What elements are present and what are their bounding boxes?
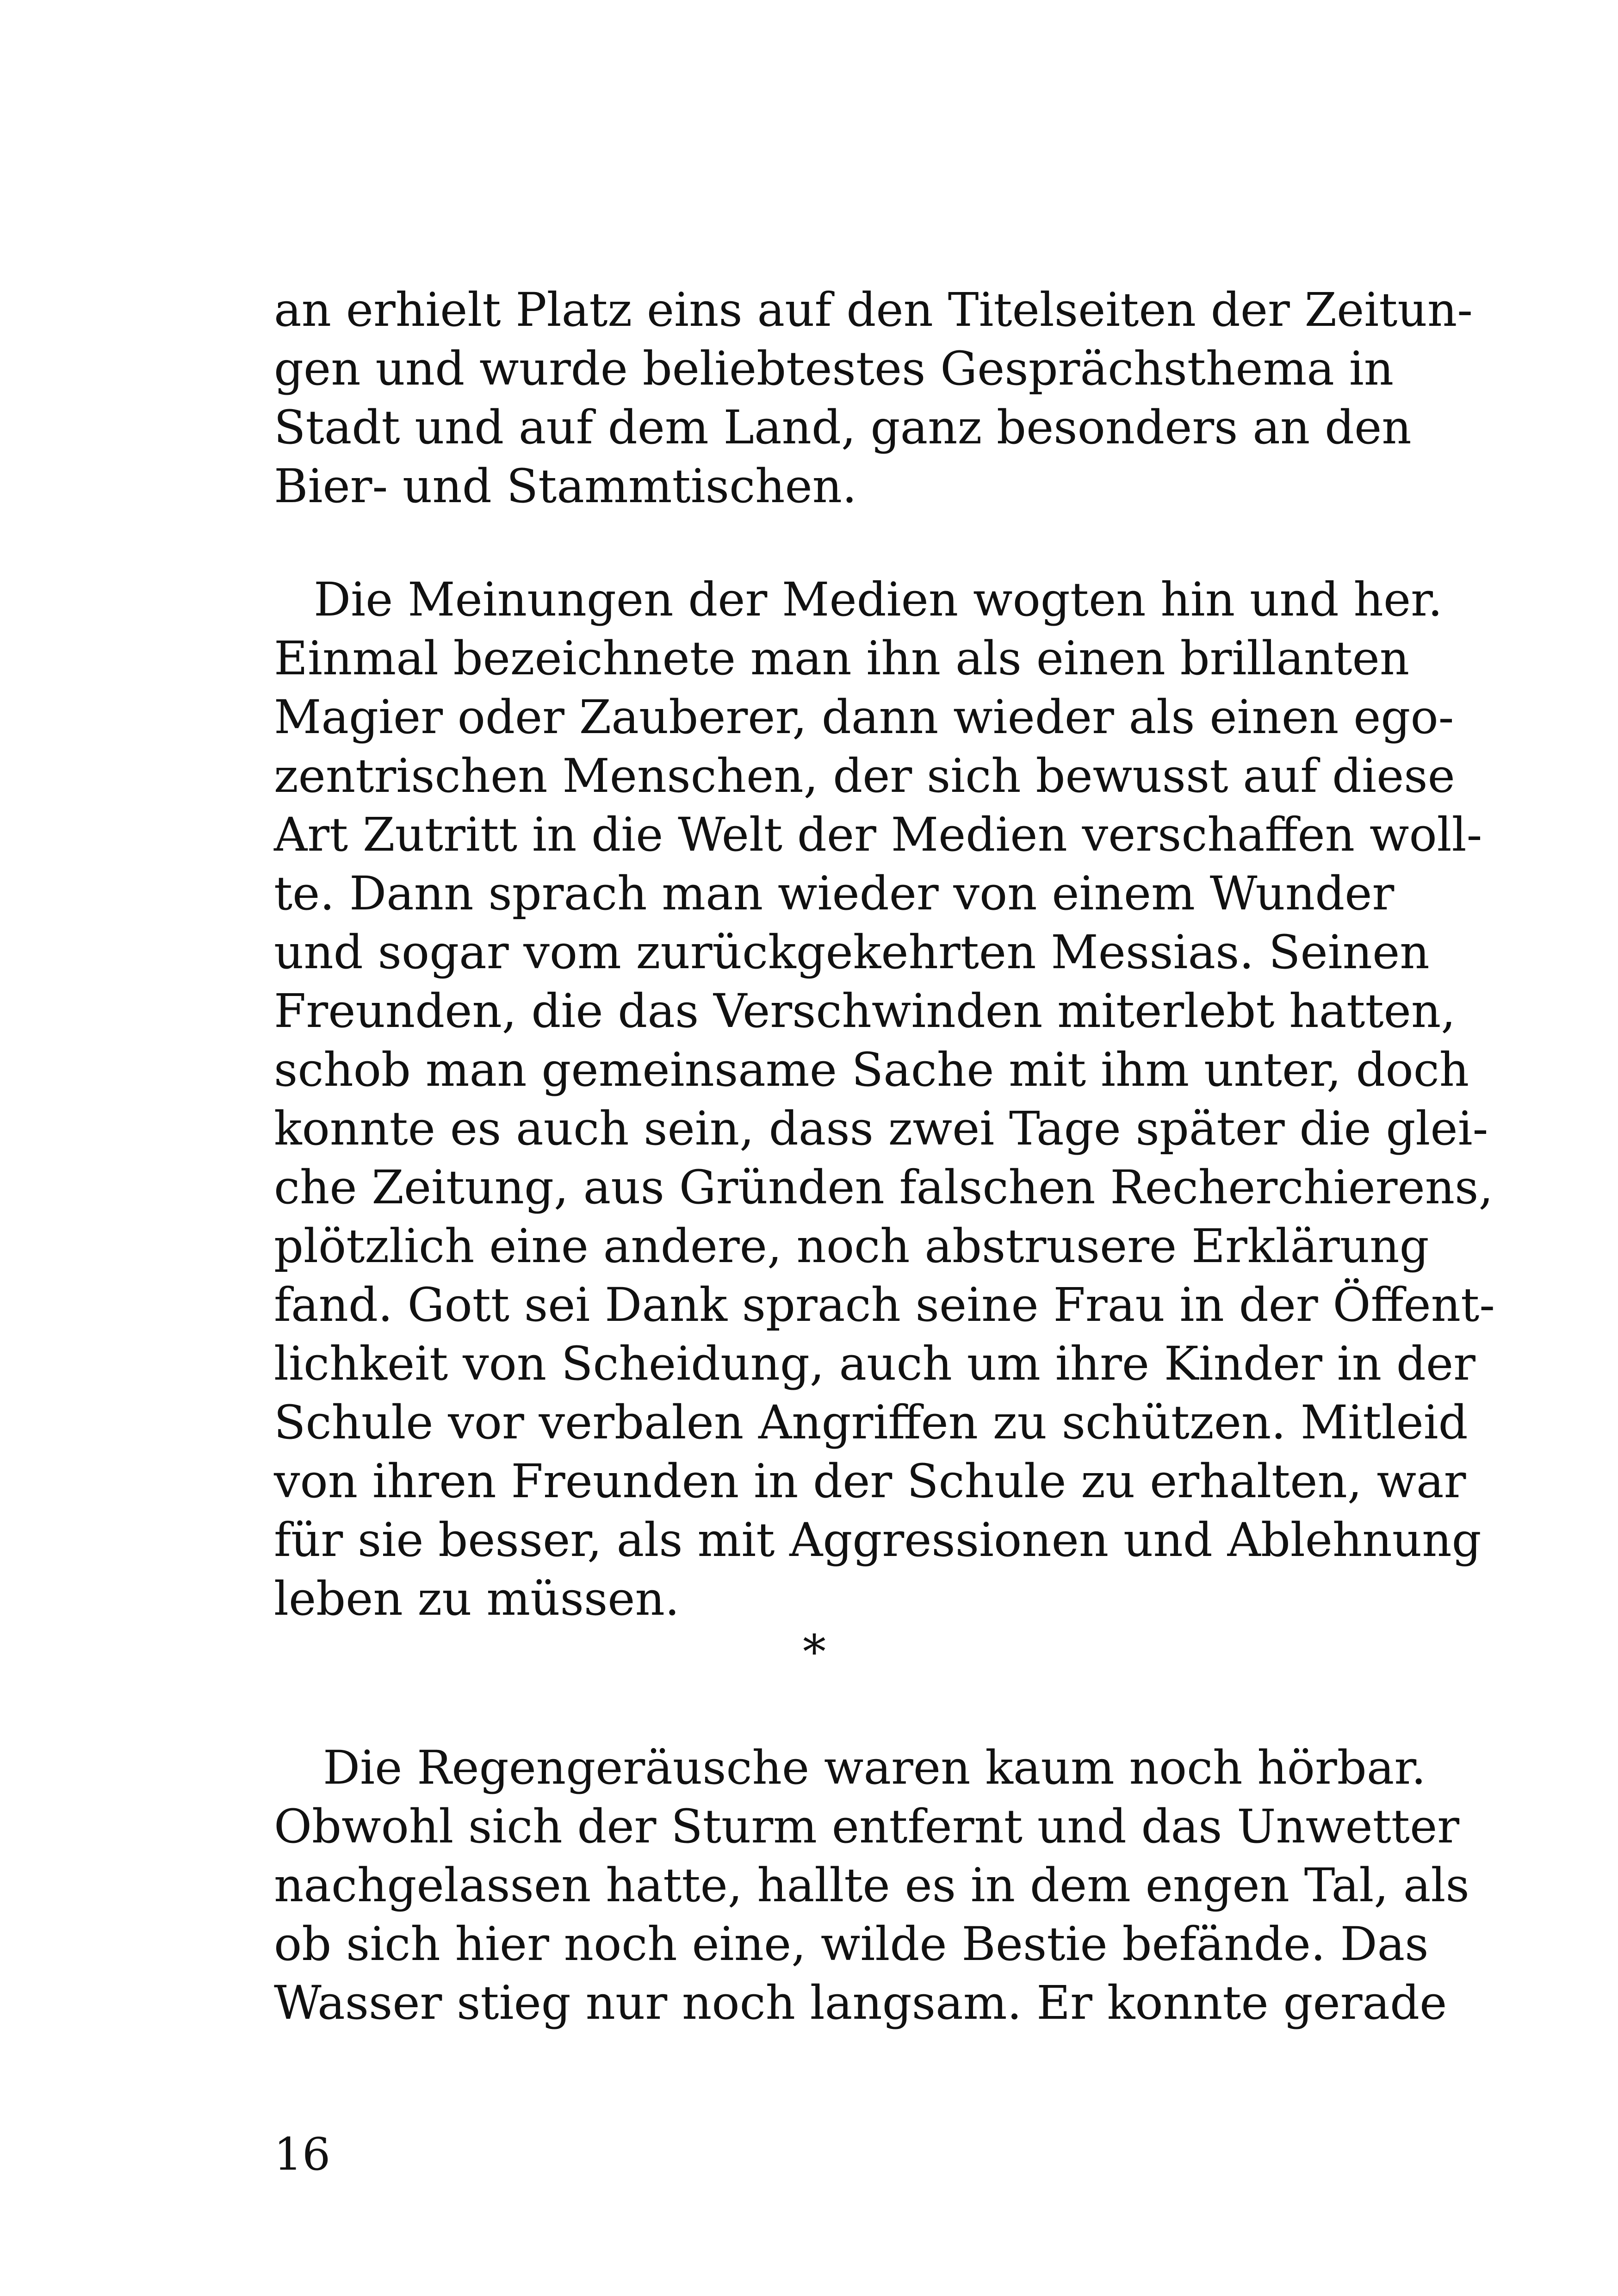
- paragraph-3-line-4: ob sich hier noch eine, wilde Bestie befände. Das: [274, 1917, 1429, 1971]
- paragraph-2-line-8: Freunden, die das Verschwinden miterlebt hatten,: [274, 984, 1456, 1038]
- paragraph-3-line-5: Wasser stieg nur noch langsam. Er konnte gerade: [274, 1976, 1447, 2030]
- paragraph-2-line-5: Art Zutritt in die Welt der Medien verschaffen woll-: [274, 808, 1482, 862]
- paragraph-2-line-7: und sogar vom zurückgekehrten Messias. Seinen: [274, 925, 1430, 979]
- paragraph-2-line-18: leben zu müssen.: [274, 1572, 680, 1626]
- paragraph-2-line-9: schob man gemeinsame Sache mit ihm unter, doch: [274, 1043, 1469, 1097]
- page-number: 16: [274, 2128, 331, 2180]
- paragraph-1-line-3: Stadt und auf dem Land, ganz besonders an den: [274, 400, 1412, 454]
- paragraph-2-line-12: plötzlich eine andere, noch abstrusere Erklärung: [274, 1219, 1429, 1273]
- paragraph-2-line-16: von ihren Freunden in der Schule zu erhalten, war: [274, 1454, 1466, 1508]
- paragraph-2-line-15: Schule vor verbalen Angriffen zu schützen. Mitleid: [274, 1395, 1468, 1450]
- paragraph-2-line-13: fand. Gott sei Dank sprach seine Frau in der Öffent-: [274, 1278, 1495, 1332]
- paragraph-1-line-2: gen und wurde beliebtestes Gesprächsthema in: [274, 342, 1394, 396]
- paragraph-1-line-1: an erhielt Platz eins auf den Titelseiten der Zeitun-: [274, 283, 1473, 337]
- paragraph-2-line-17: für sie besser, als mit Aggressionen und Ablehnung: [274, 1513, 1482, 1567]
- paragraph-2-line-4: zentrischen Menschen, der sich bewusst auf diese: [274, 749, 1455, 803]
- paragraph-2-line-6: te. Dann sprach man wieder von einem Wunder: [274, 866, 1395, 921]
- paragraph-2-line-14: lichkeit von Scheidung, auch um ihre Kinder in der: [274, 1337, 1475, 1391]
- paragraph-2-line-11: che Zeitung, aus Gründen falschen Recherchierens,: [274, 1160, 1494, 1214]
- paragraph-2-line-2: Einmal bezeichnete man ihn als einen brillanten: [274, 631, 1410, 685]
- paragraph-3-line-1: Die Regengeräusche waren kaum noch hörbar.: [323, 1741, 1426, 1795]
- paragraph-3-line-3: nachgelassen hatte, hallte es in dem engen Tal, als: [274, 1858, 1469, 1912]
- paragraph-1-line-4: Bier- und Stammtischen.: [274, 459, 857, 513]
- paragraph-2-line-1: Die Meinungen der Medien wogten hin und her.: [314, 572, 1443, 627]
- paragraph-3-line-2: Obwohl sich der Sturm entfernt und das Unwetter: [274, 1799, 1460, 1854]
- section-separator: *: [803, 1625, 826, 1679]
- paragraph-2-line-10: konnte es auch sein, dass zwei Tage später die glei-: [274, 1101, 1488, 1156]
- paragraph-2-line-3: Magier oder Zauberer, dann wieder als einen ego-: [274, 690, 1454, 744]
